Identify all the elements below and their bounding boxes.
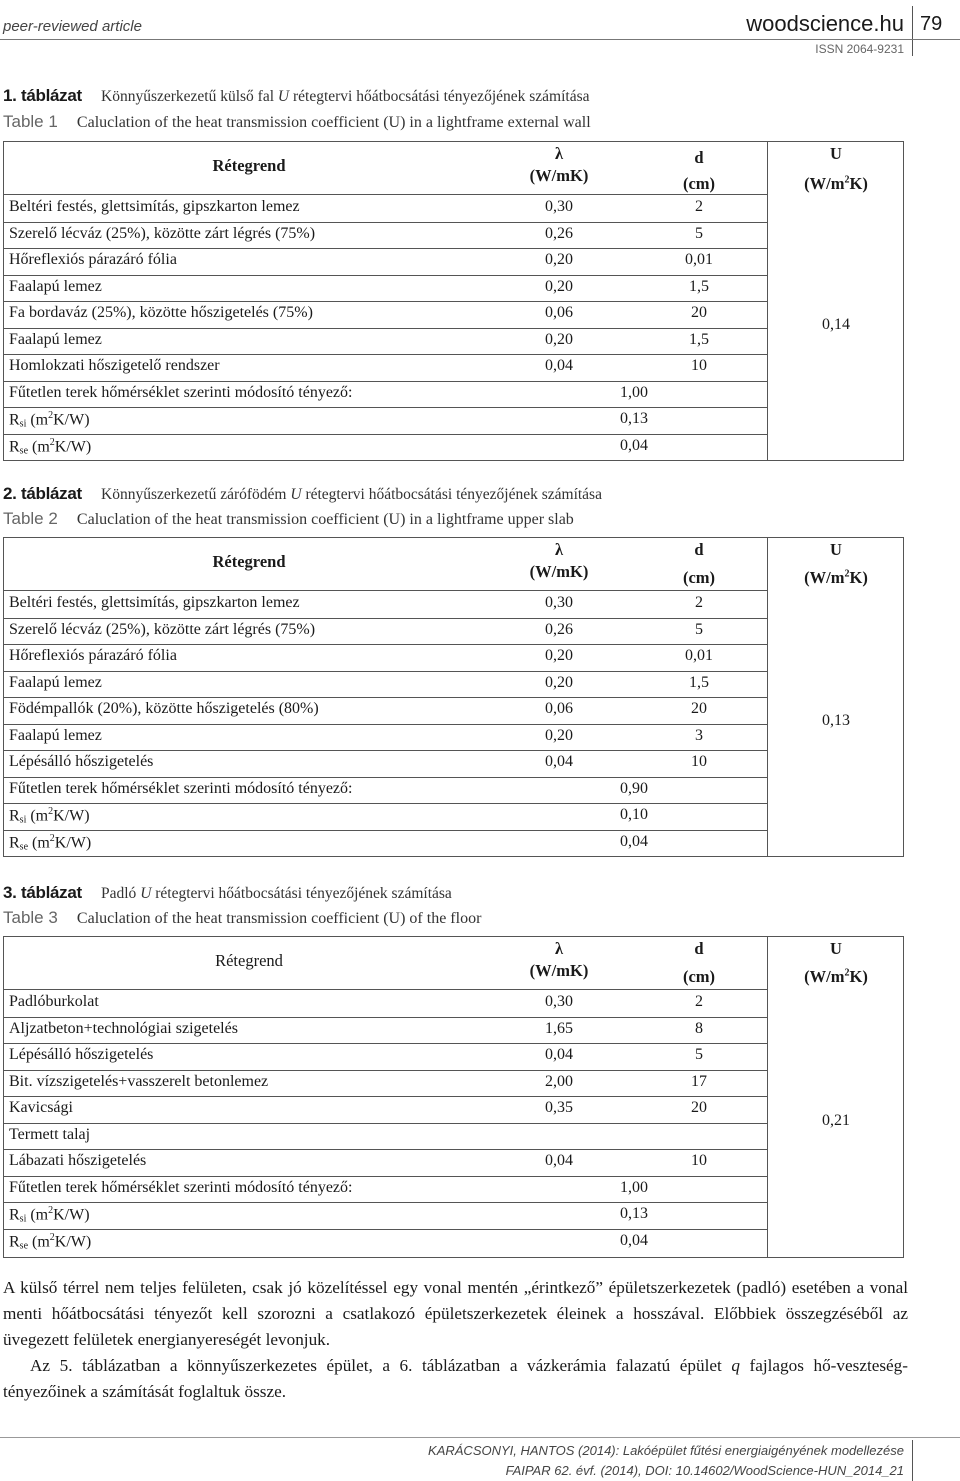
footer-citation: KARÁCSONYI, HANTOS (2014): Lakóépület fűtési energiaigényének modellezése [428, 1443, 904, 1458]
table-row-layer: Hőreflexiós párazáró fólia [9, 251, 177, 268]
table-row-lambda: 0,20 [545, 330, 573, 348]
table-row-lambda: 0,20 [545, 647, 573, 664]
table-row-layer: Faalapú lemez [9, 277, 102, 295]
table-row-d: 20 [691, 1099, 707, 1116]
table-row-d: 10 [691, 1152, 707, 1169]
table-row-d: 5 [695, 620, 703, 638]
rsi-value: 0,13 [620, 410, 648, 427]
col-lambda-unit: (W/mK) [529, 562, 589, 581]
table-row-layer: Fa bordaváz (25%), közötte hőszigetelés (75%) [9, 304, 313, 321]
rse-value: 0,04 [620, 436, 648, 454]
page-number: 79 [920, 13, 943, 35]
col-lambda-symbol: λ [554, 144, 564, 163]
table-row-d: 3 [695, 726, 703, 744]
table-row-d: 0,01 [685, 251, 713, 268]
table3-label-en: Table 3 [3, 908, 58, 927]
table-row-layer: Kavicsági [9, 1099, 73, 1116]
header-divider [912, 6, 913, 56]
table-row-d: 2 [695, 198, 703, 215]
col-layer-header: Rétegrend [212, 552, 286, 571]
table2 [3, 537, 904, 857]
rse-label: $R_{se}$ $(m^2K/W)$ [9, 832, 92, 852]
table-row-d: 2 [695, 993, 703, 1010]
table-row-lambda: 0,30 [545, 198, 573, 215]
rsi-label: $R_{si}$ $(m^2K/W)$ [9, 806, 90, 826]
table-row-d: 20 [691, 304, 707, 321]
table-row-layer: Bit. vízszigetelés+vasszerelt betonlemez [9, 1072, 269, 1090]
table-row-lambda: 1,65 [545, 1019, 573, 1037]
table-row-layer: Födémpallók (20%), közötte hőszigetelés (80%) [9, 700, 319, 717]
col-d-unit: (cm) [682, 568, 716, 587]
table-row-layer: Lábazati hőszigetelés [9, 1152, 147, 1169]
table-row-layer: Termett talaj [9, 1125, 91, 1143]
col-u-symbol: U [830, 540, 842, 559]
table-row-layer: Lépésálló hőszigetelés [9, 1046, 154, 1063]
col-lambda-unit: (W/mK) [529, 166, 589, 185]
table-row-layer: Beltéri festés, glettsimítás, gipszkarton lemez [9, 198, 300, 215]
rse-label: $R_{se}$ $(m^2K/W)$ [9, 1231, 92, 1251]
table-row-d: 5 [695, 224, 703, 242]
table-row-layer: Szerelő lécváz (25%), közötte zárt légrés (75%) [9, 620, 316, 638]
col-lambda-symbol: λ [554, 939, 564, 958]
table-row-d: 17 [691, 1072, 707, 1090]
table-row-layer: Szerelő lécváz (25%), közötte zárt légrés (75%) [9, 224, 316, 242]
modifier-factor-label: Fűtetlen terek hőmérséklet szerinti módosító tényező: [9, 779, 353, 797]
table-row-lambda: 0,20 [545, 673, 573, 691]
table-row-lambda: 2,00 [545, 1072, 573, 1090]
table-row-lambda: 0,06 [545, 304, 573, 321]
table1-title-hu: Könnyűszerkezetű külső fal U rétegtervi hőátbocsátási tényezőjének számítása [101, 88, 590, 105]
table2-title-hu: Könnyűszerkezetű zárófödém U rétegtervi hőátbocsátási tényezőjének számítása [101, 486, 602, 503]
col-u-symbol: U [830, 144, 842, 163]
footer-rule [0, 1437, 960, 1438]
rsi-value: 0,13 [620, 1205, 648, 1222]
modifier-factor-label: Fűtetlen terek hőmérséklet szerinti módosító tényező: [9, 383, 353, 401]
footer-divider [912, 1440, 913, 1481]
col-d-symbol: d [694, 939, 704, 958]
table-row-d: 10 [691, 753, 707, 770]
table2-caption-en [3, 509, 574, 529]
body-paragraph-1: A külső térrel nem teljes felületen, csak jó közelítéssel egy vonal mentén „érintkező” épületszerkezetek (padló) esetében a vonal menti hőátbocsátási tényezőt kell szorozni a csatlakozó épületszerkezetek éleinek a hosszával. Előbbiek összegzéséből az üvegezett felületek energianyereségét levonjuk. [3, 1278, 908, 1349]
table3-caption-en [3, 908, 481, 928]
rse-value: 0,04 [620, 1231, 648, 1249]
table-row-d: 1,5 [689, 673, 709, 691]
issn: ISSN 2064-9231 [815, 42, 904, 56]
table-row-layer: Homlokzati hőszigetelő rendszer [9, 357, 220, 374]
table-row-layer: Aljzatbeton+technológiai szigetelés [9, 1019, 238, 1037]
table-row-layer: Lépésálló hőszigetelés [9, 753, 154, 770]
table3-label-hu: 3. táblázat [3, 883, 82, 902]
table2-caption-hu [3, 484, 602, 504]
modifier-factor-value: 1,00 [620, 1178, 648, 1196]
table-row-d: 20 [691, 700, 707, 717]
table1-u-value: 0,14 [822, 316, 850, 333]
table3 [3, 936, 904, 1258]
table2-label-en: Table 2 [3, 509, 58, 528]
table-row-lambda: 0,26 [545, 224, 573, 242]
table-row-d: 1,5 [689, 330, 709, 348]
table-row-d: 2 [695, 594, 703, 611]
table2-title-en: Caluclation of the heat transmission coefficient (U) in a lightframe upper slab [76, 511, 574, 528]
modifier-factor-value: 0,90 [620, 779, 648, 797]
rse-label: $R_{se}$ $(m^2K/W)$ [9, 436, 92, 456]
table-row-d: 0,01 [685, 647, 713, 664]
col-u-unit: $(W/m^2K)$ [804, 967, 868, 986]
table-row-lambda: 0,20 [545, 726, 573, 744]
table-row-lambda: 0,30 [545, 594, 573, 611]
footer-journal: FAIPAR 62. évf. (2014), DOI: 10.14602/WoodScience-HUN_2014_21 [505, 1463, 904, 1478]
col-layer-header: Rétegrend [215, 951, 283, 970]
table-row-layer: Beltéri festés, glettsimítás, gipszkarton lemez [9, 594, 300, 611]
table-row-lambda: 0,04 [545, 753, 573, 770]
rsi-label: $R_{si}$ $(m^2K/W)$ [9, 410, 90, 430]
table-row-d: 5 [695, 1046, 703, 1063]
modifier-factor-label: Fűtetlen terek hőmérséklet szerinti módosító tényező: [9, 1178, 353, 1196]
col-d-unit: (cm) [682, 967, 716, 986]
table1-label-en: Table 1 [3, 112, 58, 131]
site-name: woodscience.hu [746, 11, 904, 36]
col-u-unit: $(W/m^2K)$ [804, 174, 868, 193]
table-row-layer: Faalapú lemez [9, 330, 102, 348]
rsi-label: $R_{si}$ $(m^2K/W)$ [9, 1205, 90, 1225]
table1-title-en: Caluclation of the heat transmission coefficient (U) in a lightframe external wall [76, 114, 591, 131]
table-row-layer: Hőreflexiós párazáró fólia [9, 647, 177, 664]
table3-u-value: 0,21 [822, 1112, 850, 1129]
table2-label-hu: 2. táblázat [3, 484, 82, 503]
col-lambda-unit: (W/mK) [529, 961, 589, 980]
col-d-symbol: d [694, 540, 704, 559]
header-rule [0, 39, 960, 40]
col-d-symbol: d [694, 148, 704, 167]
table3-title-hu: Padló U rétegtervi hőátbocsátási tényezőjének számítása [101, 885, 452, 902]
body-paragraph-2: Az 5. táblázatban a könnyűszerkezetes épület, a 6. táblázatban a vázkerámia falazatú épület q fajlagos hő-veszteség-tényezőinek a számítását foglaltuk össze. [3, 1356, 908, 1401]
rsi-value: 0,10 [620, 806, 648, 823]
table-row-lambda: 0,04 [545, 1046, 573, 1063]
rse-value: 0,04 [620, 832, 648, 850]
modifier-factor-value: 1,00 [620, 383, 648, 401]
col-d-unit: (cm) [682, 174, 716, 193]
table1-label-hu: 1. táblázat [3, 86, 82, 105]
table1-caption-hu [3, 86, 590, 106]
table-row-lambda: 0,04 [545, 1152, 573, 1169]
article-type: peer-reviewed article [3, 18, 142, 35]
table-row-layer: Faalapú lemez [9, 673, 102, 691]
table1 [3, 141, 904, 461]
table-row-lambda: 0,04 [545, 357, 573, 374]
table-row-lambda: 0,35 [545, 1099, 573, 1116]
table3-caption-hu [3, 883, 452, 903]
table-row-lambda: 0,30 [545, 993, 573, 1010]
table-row-layer: Padlóburkolat [9, 993, 99, 1010]
table-row-d: 10 [691, 357, 707, 374]
col-layer-header: Rétegrend [212, 156, 286, 175]
table2-u-value: 0,13 [822, 712, 850, 729]
table-row-lambda: 0,20 [545, 277, 573, 295]
table1-caption-en [3, 112, 591, 132]
table-row-lambda: 0,06 [545, 700, 573, 717]
table-row-d: 8 [695, 1019, 703, 1037]
table3-title-en: Caluclation of the heat transmission coefficient (U) of the floor [76, 910, 482, 927]
col-lambda-symbol: λ [554, 540, 564, 559]
table-row-lambda: 0,26 [545, 620, 573, 638]
table-row-layer: Faalapú lemez [9, 726, 102, 744]
col-u-unit: $(W/m^2K)$ [804, 568, 868, 587]
col-u-symbol: U [830, 939, 842, 958]
table-row-d: 1,5 [689, 277, 709, 295]
table-row-lambda: 0,20 [545, 251, 573, 268]
